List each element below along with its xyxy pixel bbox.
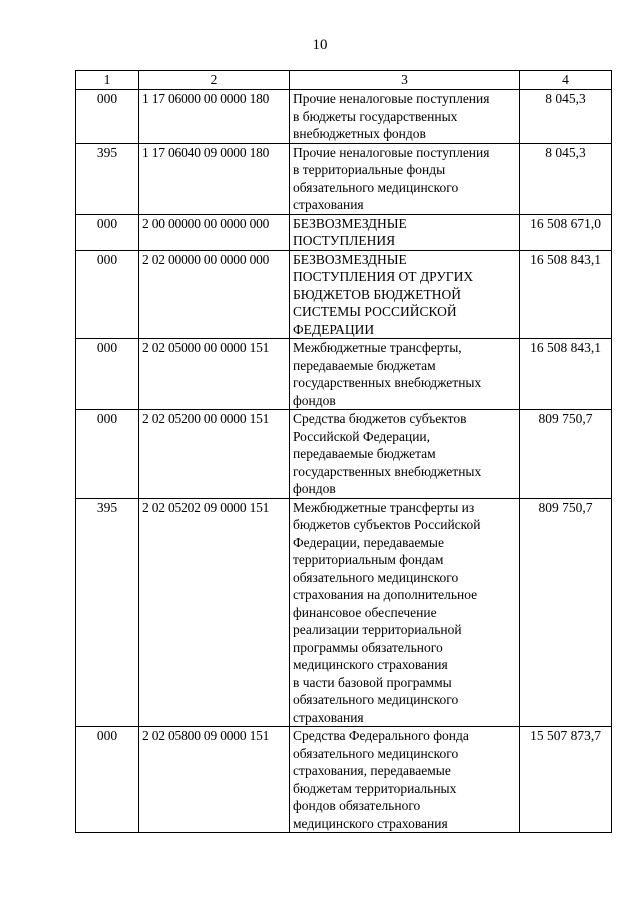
kbk-code-text: 1 17 06000 00 0000 180: [142, 91, 270, 106]
amount-cell: [520, 214, 612, 250]
revenue-table: [75, 70, 612, 833]
kbk-code-cell: [139, 410, 290, 499]
header-row: [76, 71, 612, 90]
header-col-2: 2: [139, 71, 290, 90]
kbk-code-text: 2 02 00000 00 0000 000: [142, 251, 270, 267]
kbk-code-text: 2 02 05800 09 0000 151: [142, 728, 270, 743]
header-col-1: 1: [76, 71, 139, 90]
header-col-3: 3: [290, 71, 520, 90]
income-name-text: Межбюджетные трансферты из бюджетов субъектов Российской Федерации, передаваемые территориальным фондам обязательного медицинского страхования на дополнительное финансовое обеспечение реализации территориальной программы обязательного медицинского страхования в части базовой программы обязательного медицинского страхования: [293, 499, 481, 725]
admin-code-cell: [76, 498, 139, 727]
admin-code-text: 000: [96, 215, 118, 231]
table-row: [76, 250, 612, 339]
amount-cell: [520, 498, 612, 727]
kbk-code-cell: [139, 250, 290, 339]
amount-text: 15 507 873,7: [530, 728, 601, 743]
admin-code-text: 000: [96, 251, 118, 267]
page-number: 10: [312, 37, 328, 53]
table-row: [76, 498, 612, 727]
amount-cell: [520, 410, 612, 499]
kbk-code-cell: [139, 143, 290, 214]
admin-code-text: 000: [96, 91, 118, 106]
table-row: [76, 339, 612, 410]
table-row: [76, 727, 612, 833]
kbk-code-text: 2 02 05200 00 0000 151: [142, 411, 270, 426]
income-name-cell: [290, 410, 520, 499]
kbk-code-cell: [139, 339, 290, 410]
income-name-cell: [290, 143, 520, 214]
admin-code-cell: [76, 727, 139, 833]
income-name-text: Средства бюджетов субъектов Российской Федерации, передаваемые бюджетам государственных внебюджетных фондов: [293, 411, 482, 496]
amount-cell: [520, 250, 612, 339]
admin-code-cell: [76, 214, 139, 250]
income-name-text: Межбюджетные трансферты, передаваемые бюджетам государственных внебюджетных фондов: [293, 340, 482, 408]
table-row: [76, 410, 612, 499]
income-name-cell: [290, 339, 520, 410]
kbk-code-cell: [139, 214, 290, 250]
amount-text: 8 045,3: [545, 144, 586, 160]
income-name-text: БЕЗВОЗМЕЗДНЫЕ ПОСТУПЛЕНИЯ ОТ ДРУГИХ БЮДЖЕТОВ БЮДЖЕТНОЙ СИСТЕМЫ РОССИЙСКОЙ ФЕДЕРАЦИИ: [293, 251, 474, 337]
amount-text: 16 508 671,0: [530, 215, 601, 231]
income-name-text: Средства Федерального фонда обязательного медицинского страхования, передаваемые бюджетам территориальных фондов обязательного медицинского страхования: [293, 728, 469, 831]
admin-code-text: 000: [96, 728, 118, 743]
income-name-cell: [290, 498, 520, 727]
table-body: [76, 90, 612, 833]
header-col-4: 4: [520, 71, 612, 90]
admin-code-cell: [76, 410, 139, 499]
table-row: [76, 214, 612, 250]
kbk-code-cell: [139, 498, 290, 727]
kbk-code-cell: [139, 90, 290, 144]
income-name-cell: [290, 214, 520, 250]
amount-cell: [520, 90, 612, 144]
kbk-code-text: 2 00 00000 00 0000 000: [142, 215, 270, 231]
income-name-text: Прочие неналоговые поступления в бюджеты государственных внебюджетных фондов: [293, 91, 490, 141]
admin-code-cell: [76, 143, 139, 214]
amount-text: 8 045,3: [545, 91, 586, 106]
kbk-code-text: 2 02 05000 00 0000 151: [142, 340, 270, 355]
amount-cell: [520, 727, 612, 833]
table-row: [76, 143, 612, 214]
admin-code-cell: [76, 339, 139, 410]
table-row: [76, 90, 612, 144]
amount-text: 16 508 843,1: [530, 251, 601, 267]
income-name-text: Прочие неналоговые поступления в территориальные фонды обязательного медицинского страхования: [293, 144, 490, 212]
admin-code-text: 000: [96, 340, 118, 355]
income-name-text: БЕЗВОЗМЕЗДНЫЕ ПОСТУПЛЕНИЯ: [293, 215, 407, 248]
kbk-code-text: 2 02 05202 09 0000 151: [142, 499, 270, 515]
admin-code-text: 000: [96, 411, 118, 426]
income-name-cell: [290, 727, 520, 833]
amount-cell: [520, 143, 612, 214]
amount-text: 809 750,7: [538, 411, 593, 426]
amount-text: 16 508 843,1: [530, 340, 601, 355]
kbk-code-cell: [139, 727, 290, 833]
admin-code-text: 395: [96, 144, 118, 160]
admin-code-cell: [76, 250, 139, 339]
income-name-cell: [290, 90, 520, 144]
income-name-cell: [290, 250, 520, 339]
table-header: [76, 71, 612, 90]
amount-text: 809 750,7: [538, 499, 593, 515]
admin-code-text: 395: [96, 499, 118, 515]
amount-cell: [520, 339, 612, 410]
admin-code-cell: [76, 90, 139, 144]
kbk-code-text: 1 17 06040 09 0000 180: [142, 144, 270, 160]
